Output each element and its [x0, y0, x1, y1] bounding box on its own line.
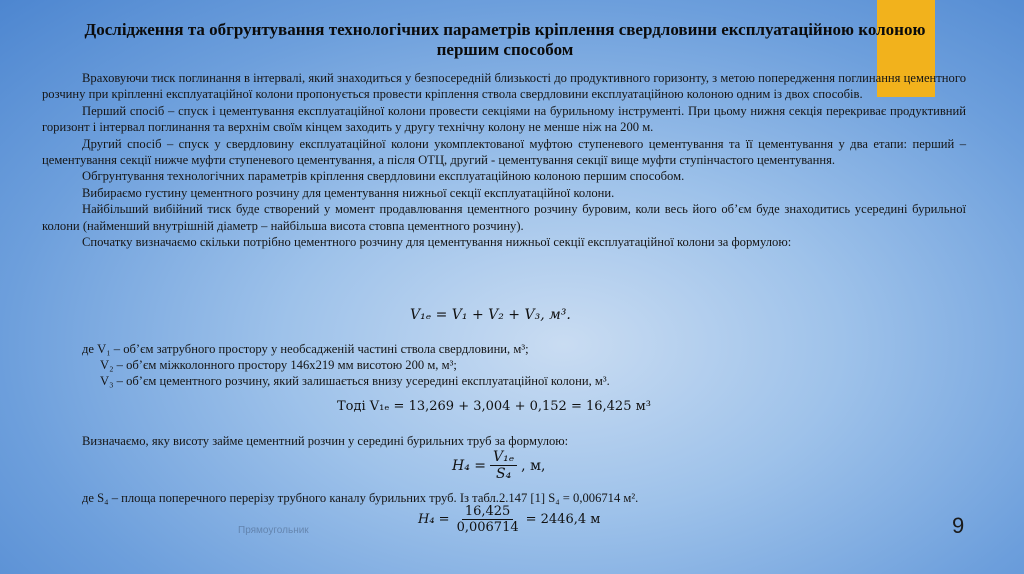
slide-title: Дослідження та обгрунтування технологічних параметрів кріплення свердловини експлуатаційною колоною першим способом — [84, 20, 926, 59]
definition-v2: V₂ – об’єм міжколонного простору 146х219 мм висотою 200 м, м³; — [100, 358, 457, 372]
paragraph: Найбільший вибійний тиск буде створений у момент продавлювання цементного розчину буровим, коли весь його об’єм буде знаходитись усередині бурильної колони (найменший внутрішній діаметр – найбільша висота стовпа цементного розчину). — [42, 202, 966, 233]
ghost-shape-label: Прямоугольник — [238, 525, 309, 536]
definition-v1: де V₁ – об’єм затрубного простору у необсадженій частині ствола свердловини, м³; — [82, 342, 529, 356]
paragraph: Спочатку визначаємо скільки потрібно цементного розчину для цементування нижньої секції експлуатаційної колони за формулою: — [82, 235, 792, 250]
denominator: 0,006714 — [456, 520, 519, 535]
paragraph: Перший спосіб – спуск і цементування експлуатаційної колони провести секціями на бурильному інструменті. При цьому нижня секція перекриває продуктивний горизонт і інтервал поглинання та верхнім своїм кінцем заходить у другу технічну колону не менше ніж на 200 м. — [42, 103, 966, 135]
paragraph: Другий спосіб – спуск у свердловину експлуатаційної колони укомплектованої муфтою ступеневого цементування та її цементування у два етапи: перший – цементування секції нижче муфти ступеневого цементування, а після ОТЦ, другий - цементування секції вище муфти ступінчастого цементування. — [42, 136, 966, 168]
page-number: 9 — [952, 513, 965, 538]
definitions — [82, 341, 610, 389]
formula-height-result — [418, 504, 600, 535]
formula-total-volume: V₁ₑ = V₁ + V₂ + V₃, м³. — [410, 307, 571, 323]
definition-v3: V₃ – об’єм цементного розчину, який залишається внизу усередині експлуатаційної колони, м³. — [100, 374, 610, 388]
height-intro: Визначаємо, яку висоту займе цементний розчин у середині бурильних труб за формулою: — [82, 434, 569, 448]
fraction — [454, 504, 522, 535]
formula-result-lhs: H₄ = — [418, 512, 450, 527]
s4-definition: де S₄ – площа поперечного перерізу трубного каналу бурильних труб. Із табл.2.147 [1] S₄ = 0,006714 м². — [82, 491, 639, 505]
formula-height — [452, 449, 545, 482]
formula-result-value: = 2446,4 м — [525, 512, 601, 527]
paragraph: Враховуючи тиск поглинання в інтервалі, який знаходиться у безпосередній близькості до продуктивного горизонту, з метою попередження поглинання цементного розчину при кріпленні експлуатаційної колони пропонується провести кріплення ствола свердловини експлуатаційною колоною одним із двох способів. — [42, 71, 966, 102]
numerator: V₁ₑ — [490, 449, 517, 466]
formula-unit: , м, — [521, 457, 546, 474]
numerator: 16,425 — [462, 504, 514, 520]
body-text — [42, 70, 966, 250]
formula-result-volume: Тоді V₁ₑ = 13,269 + 3,004 + 0,152 = 16,425 м³ — [337, 399, 651, 414]
paragraph: Обгрунтування технологічних параметрів кріплення свердловини експлуатаційною колоною першим способом. — [82, 169, 685, 184]
paragraph: Вибираємо густину цементного розчину для цементування нижньої секції експлуатаційної колони. — [82, 185, 615, 200]
fraction — [490, 449, 517, 482]
formula-height-lhs: H₄ = — [452, 457, 487, 474]
denominator: S₄ — [495, 466, 512, 482]
